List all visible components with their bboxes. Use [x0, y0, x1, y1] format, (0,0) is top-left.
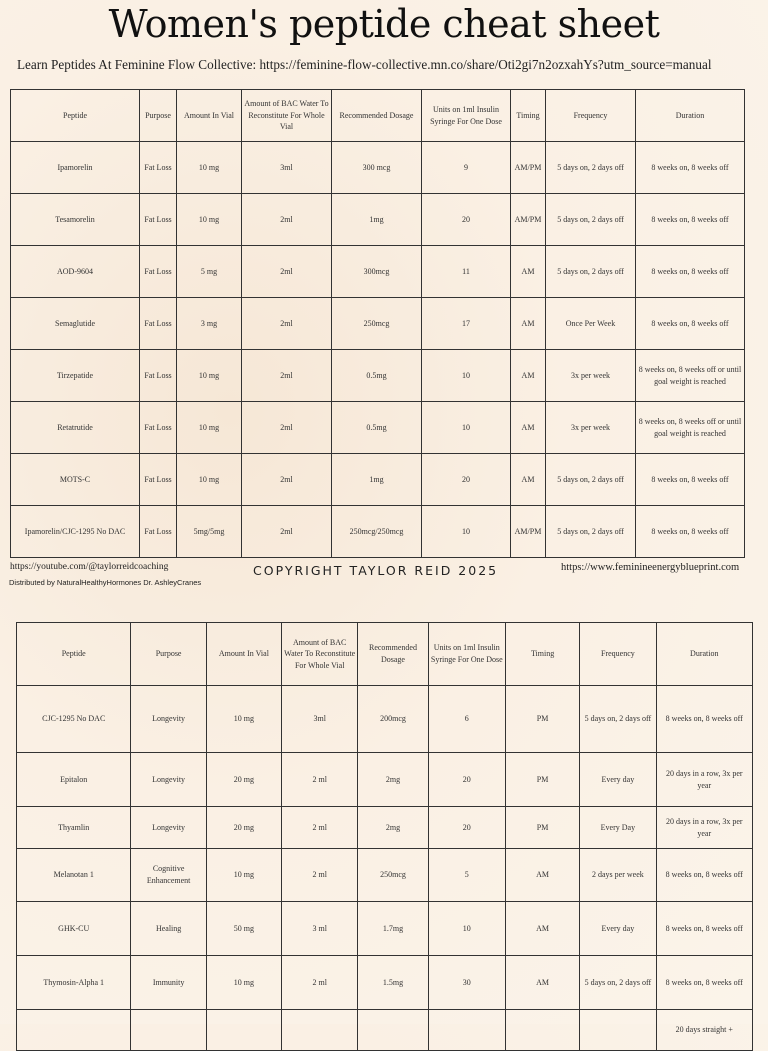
- table-cell: Cognitive Enhancement: [131, 849, 206, 902]
- table-cell: [428, 1010, 505, 1051]
- table-cell: AM: [505, 849, 579, 902]
- table-row: [11, 454, 745, 506]
- table-cell: [580, 1010, 656, 1051]
- table-cell: 20: [422, 454, 511, 506]
- table-cell: 8 weeks on, 8 weeks off or until goal weight is reached: [636, 350, 745, 402]
- table-cell: Every day: [580, 902, 656, 956]
- table-cell: 8 weeks on, 8 weeks off: [636, 506, 745, 558]
- table-cell: 20 days in a row, 3x per year: [656, 807, 752, 849]
- table-cell: 8 weeks on, 8 weeks off: [656, 849, 752, 902]
- table-cell: 20 days in a row, 3x per year: [656, 753, 752, 807]
- table-cell: 10 mg: [177, 142, 242, 194]
- copyright-text: COPYRIGHT TAYLOR REID 2025: [253, 563, 499, 578]
- table-row: [11, 350, 745, 402]
- table-cell: Fat Loss: [140, 246, 177, 298]
- table-cell: PM: [505, 753, 579, 807]
- table-cell: 250mcg: [358, 849, 428, 902]
- table-cell: 2ml: [242, 298, 332, 350]
- table-cell: AM: [505, 956, 579, 1010]
- table-cell: 3ml: [242, 142, 332, 194]
- table-cell: 10 mg: [177, 454, 242, 506]
- table-header-row: [17, 623, 753, 686]
- table-row: [17, 956, 753, 1010]
- table-cell: Fat Loss: [140, 506, 177, 558]
- table-cell: AOD-9604: [11, 246, 140, 298]
- table-row: [17, 849, 753, 902]
- subtitle: Learn Peptides At Feminine Flow Collective: https://feminine-flow-collective.mn.co/share/Oti2gi7n2ozxahYs?utm_source=manual: [17, 57, 712, 72]
- table-cell: 2ml: [242, 454, 332, 506]
- youtube-link[interactable]: https://youtube.com/@taylorreidcoaching: [10, 562, 169, 572]
- table-cell: 17: [422, 298, 511, 350]
- page-title: Women's peptide cheat sheet: [108, 2, 660, 46]
- table-cell: 200mcg: [358, 686, 428, 753]
- table-row: [11, 194, 745, 246]
- table-row: [11, 402, 745, 454]
- table-cell: Longevity: [131, 753, 206, 807]
- table-cell: Ipamorelin: [11, 142, 140, 194]
- column-header: Duration: [636, 90, 745, 142]
- table-cell: 10 mg: [206, 849, 281, 902]
- table-cell: 3 ml: [282, 902, 358, 956]
- table-cell: Fat Loss: [140, 298, 177, 350]
- table-cell: 2 ml: [282, 956, 358, 1010]
- table-cell: 2 ml: [282, 807, 358, 849]
- table-cell: 2ml: [242, 350, 332, 402]
- table-cell: Tirzepatide: [11, 350, 140, 402]
- column-header: Timing: [505, 623, 579, 686]
- table-cell: 0.5mg: [332, 350, 422, 402]
- table-cell: Immunity: [131, 956, 206, 1010]
- table-row: [17, 807, 753, 849]
- table-header-row: [11, 90, 745, 142]
- table-cell: PM: [505, 686, 579, 753]
- table-row: [11, 298, 745, 350]
- table-cell: 0.5mg: [332, 402, 422, 454]
- table-cell: 20: [428, 753, 505, 807]
- table-cell: 2 ml: [282, 849, 358, 902]
- table-cell: 250mcg/250mcg: [332, 506, 422, 558]
- table-cell: Fat Loss: [140, 194, 177, 246]
- table-cell: Fat Loss: [140, 402, 177, 454]
- table-cell: AM: [505, 902, 579, 956]
- table-cell: 10 mg: [177, 350, 242, 402]
- table-cell: 8 weeks on, 8 weeks off: [656, 686, 752, 753]
- table-cell: 10: [422, 350, 511, 402]
- table-cell: 3x per week: [546, 402, 636, 454]
- table-cell: 2ml: [242, 194, 332, 246]
- table-row: [11, 506, 745, 558]
- table-cell: 11: [422, 246, 511, 298]
- table-cell: 1.5mg: [358, 956, 428, 1010]
- table-cell: 5 days on, 2 days off: [546, 246, 636, 298]
- table-cell: Healing: [131, 902, 206, 956]
- column-header: Amount of BAC Water To Reconstitute For Whole Vial: [282, 623, 358, 686]
- table-cell: 5 days on, 2 days off: [546, 506, 636, 558]
- table-cell: Longevity: [131, 807, 206, 849]
- table-cell: [282, 1010, 358, 1051]
- table-cell: 5 days on, 2 days off: [546, 142, 636, 194]
- table-cell: 2 days per week: [580, 849, 656, 902]
- table-cell: CJC-1295 No DAC: [17, 686, 131, 753]
- table-cell: 2 ml: [282, 753, 358, 807]
- table-cell: 5 mg: [177, 246, 242, 298]
- table-cell: 2ml: [242, 506, 332, 558]
- table-cell: 3x per week: [546, 350, 636, 402]
- table-cell: [505, 1010, 579, 1051]
- table-cell: 8 weeks on, 8 weeks off: [636, 194, 745, 246]
- column-header: Timing: [511, 90, 546, 142]
- table-cell: Fat Loss: [140, 142, 177, 194]
- column-header: Duration: [656, 623, 752, 686]
- table-cell: 5 days on, 2 days off: [546, 454, 636, 506]
- table-cell: AM: [511, 402, 546, 454]
- column-header: Amount In Vial: [206, 623, 281, 686]
- table-cell: 8 weeks on, 8 weeks off: [636, 454, 745, 506]
- table-cell: Semaglutide: [11, 298, 140, 350]
- table-cell: Fat Loss: [140, 350, 177, 402]
- table-cell: Every Day: [580, 807, 656, 849]
- table-cell: 10 mg: [206, 686, 281, 753]
- column-header: Purpose: [131, 623, 206, 686]
- table-cell: 8 weeks on, 8 weeks off: [656, 902, 752, 956]
- column-header: Units on 1ml Insulin Syringe For One Dose: [428, 623, 505, 686]
- table-cell: 20: [428, 807, 505, 849]
- table-cell: 8 weeks on, 8 weeks off: [656, 956, 752, 1010]
- table-cell: 8 weeks on, 8 weeks off: [636, 298, 745, 350]
- table-cell: [17, 1010, 131, 1051]
- table-cell: 20: [422, 194, 511, 246]
- table-cell: Every day: [580, 753, 656, 807]
- table-cell: Longevity: [131, 686, 206, 753]
- table-cell: 1.7mg: [358, 902, 428, 956]
- column-header: Amount In Vial: [177, 90, 242, 142]
- table-row: [11, 142, 745, 194]
- table-cell: 2ml: [242, 246, 332, 298]
- table-cell: AM: [511, 298, 546, 350]
- table-cell: Retatrutide: [11, 402, 140, 454]
- table-cell: AM/PM: [511, 506, 546, 558]
- table-cell: 30: [428, 956, 505, 1010]
- table-row: [11, 246, 745, 298]
- table-cell: 250mcg: [332, 298, 422, 350]
- table-cell: 5: [428, 849, 505, 902]
- column-header: Frequency: [580, 623, 656, 686]
- table-cell: 20 mg: [206, 753, 281, 807]
- table-cell: AM: [511, 454, 546, 506]
- table-cell: 10: [422, 506, 511, 558]
- table-cell: 5 days on, 2 days off: [580, 956, 656, 1010]
- table-cell: PM: [505, 807, 579, 849]
- table-cell: 5 days on, 2 days off: [580, 686, 656, 753]
- table-cell: 3 mg: [177, 298, 242, 350]
- table-cell: 1mg: [332, 454, 422, 506]
- table-cell: 10: [428, 902, 505, 956]
- table-cell: 10 mg: [206, 956, 281, 1010]
- column-header: Purpose: [140, 90, 177, 142]
- table-cell: 9: [422, 142, 511, 194]
- table-cell: 6: [428, 686, 505, 753]
- longevity-table: [16, 622, 753, 1051]
- column-header: Recommended Dosage: [332, 90, 422, 142]
- table-cell: 2mg: [358, 807, 428, 849]
- website-link[interactable]: https://www.feminineenergyblueprint.com: [561, 562, 740, 573]
- table-cell: [358, 1010, 428, 1051]
- table-cell: Melanotan 1: [17, 849, 131, 902]
- table-cell: 2ml: [242, 402, 332, 454]
- table-cell: AM/PM: [511, 142, 546, 194]
- distributed-by-text: Distributed by NaturalHealthyHormones Dr. AshleyCranes: [9, 578, 202, 587]
- table-row: [17, 902, 753, 956]
- table-cell: Thymosin-Alpha 1: [17, 956, 131, 1010]
- table-cell: GHK-CU: [17, 902, 131, 956]
- table-cell: 1mg: [332, 194, 422, 246]
- table-cell: 5mg/5mg: [177, 506, 242, 558]
- table-cell: [131, 1010, 206, 1051]
- column-header: Frequency: [546, 90, 636, 142]
- table-cell: 10: [422, 402, 511, 454]
- table-cell: 8 weeks on, 8 weeks off or until goal weight is reached: [636, 402, 745, 454]
- table-cell: 20 mg: [206, 807, 281, 849]
- table-cell: AM: [511, 246, 546, 298]
- table-cell: 8 weeks on, 8 weeks off: [636, 246, 745, 298]
- table-cell: 2mg: [358, 753, 428, 807]
- table-cell: 50 mg: [206, 902, 281, 956]
- table-cell: 5 days on, 2 days off: [546, 194, 636, 246]
- fat-loss-table: [10, 89, 745, 558]
- table-cell: AM: [511, 350, 546, 402]
- table-cell: 20 days straight +: [656, 1010, 752, 1051]
- column-header: Amount of BAC Water To Reconstitute For Whole Vial: [242, 90, 332, 142]
- table-cell: MOTS-C: [11, 454, 140, 506]
- column-header: Recommended Dosage: [358, 623, 428, 686]
- table-row: [17, 753, 753, 807]
- table-cell: Ipamorelin/CJC-1295 No DAC: [11, 506, 140, 558]
- table-cell: [206, 1010, 281, 1051]
- table-cell: Once Per Week: [546, 298, 636, 350]
- table-cell: Fat Loss: [140, 454, 177, 506]
- table-cell: 8 weeks on, 8 weeks off: [636, 142, 745, 194]
- table-row: [17, 686, 753, 753]
- column-header: Peptide: [17, 623, 131, 686]
- table-cell: 300 mcg: [332, 142, 422, 194]
- table-cell: Thyamlin: [17, 807, 131, 849]
- column-header: Units on 1ml Insulin Syringe For One Dose: [422, 90, 511, 142]
- column-header: Peptide: [11, 90, 140, 142]
- table-cell: 300mcg: [332, 246, 422, 298]
- table-cell: 10 mg: [177, 194, 242, 246]
- table-cell: 10 mg: [177, 402, 242, 454]
- table-cell: Tesamorelin: [11, 194, 140, 246]
- table-row: [17, 1010, 753, 1051]
- table-cell: Epitalon: [17, 753, 131, 807]
- table-cell: 3ml: [282, 686, 358, 753]
- table-cell: AM/PM: [511, 194, 546, 246]
